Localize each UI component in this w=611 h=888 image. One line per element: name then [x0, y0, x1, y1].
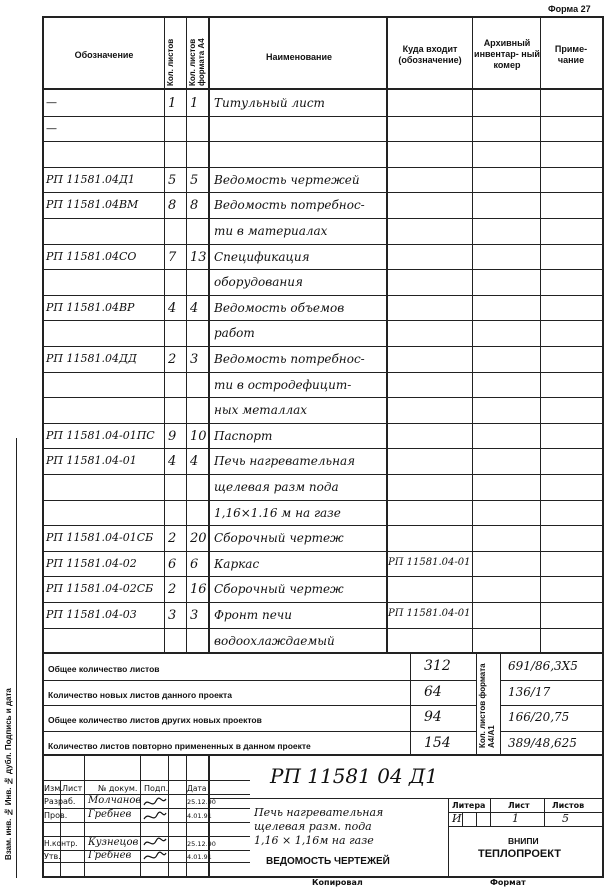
col-note-header: Приме- чание	[554, 44, 588, 65]
totals-a4-header: Кол. листов формата А4/А1	[478, 663, 496, 748]
tb-r-razrab: Разраб.	[44, 797, 76, 806]
tb-h-list: Лист	[62, 784, 83, 793]
tb-d-razrab: 25.12.90	[187, 798, 216, 806]
sheets-label: Листов	[552, 801, 585, 810]
org-line-2: ТЕПЛОПРОЕКТ	[478, 848, 561, 860]
totals-value: 312	[424, 658, 451, 674]
row-code: —	[46, 96, 57, 109]
frame-left	[42, 16, 44, 878]
row-sheet-count-a4: 5	[190, 173, 199, 188]
frame-right	[602, 16, 604, 878]
row-name: Печь нагревательная	[214, 454, 356, 468]
totals-value: 64	[424, 684, 442, 700]
row-sheet-count-a4: 1	[190, 96, 199, 111]
signatures	[142, 795, 168, 865]
row-name: Сборочный чертеж	[214, 531, 344, 545]
footer-format: Формат	[490, 878, 526, 887]
row-sheet-count-a4: 6	[190, 557, 199, 572]
doc-description-3: 1,16 × 1,16м на газе	[254, 834, 374, 847]
footer-copied: Копировал	[312, 878, 363, 887]
org-line-1: ВНИПИ	[508, 836, 539, 846]
row-sheet-count: 2	[168, 352, 177, 367]
row-sheet-count: 5	[168, 173, 177, 188]
doc-description-2: щелевая разм. пода	[254, 820, 372, 833]
tb-n-prov: Гребнев	[88, 809, 132, 820]
tb-r-utv: Утв.	[44, 852, 61, 861]
row-where: РП 11581.04-01	[388, 608, 471, 619]
row-name: ти в остродефицит-	[214, 378, 352, 392]
tb-h-izm: Изм.	[44, 784, 63, 793]
tb-h-sign: Подп.	[144, 784, 169, 793]
row-name: Паспорт	[214, 429, 273, 443]
col-where-header: Куда входит (обозначение)	[398, 44, 462, 65]
tb-n-razrab: Молчанов	[88, 795, 142, 806]
row-name: Титульный лист	[214, 96, 325, 110]
row-name: оборудования	[214, 275, 303, 289]
col-designation-header: Обозначение	[74, 50, 134, 60]
doc-title: ВЕДОМОСТЬ ЧЕРТЕЖЕЙ	[266, 856, 390, 867]
col-sheet-count-header: Кол. листов	[166, 38, 175, 86]
totals-label: Количество новых листов данного проекта	[48, 690, 232, 700]
doc-code: РП 11581 04 Д1	[270, 764, 439, 788]
totals-a4-value: 136/17	[508, 685, 551, 699]
sheets-value: 5	[562, 812, 569, 825]
row-name: ти в материалах	[214, 224, 328, 238]
totals-a4-value: 691/86,3Х5	[508, 659, 578, 673]
frame-top	[42, 16, 604, 18]
row-sheet-count-a4: 8	[190, 198, 199, 213]
totals-a4-value: 166/20,75	[508, 710, 570, 724]
row-code: РП 11581.04-02	[46, 557, 137, 570]
row-code: РП 11581.04ВР	[46, 301, 135, 314]
row-name: Ведомость потребнос-	[214, 198, 365, 212]
row-name: щелевая разм пода	[214, 480, 339, 494]
row-sheet-count: 4	[168, 301, 177, 316]
row-sheet-count: 6	[168, 557, 177, 572]
row-sheet-count: 9	[168, 429, 177, 444]
row-code: —	[46, 122, 57, 135]
row-name: Каркас	[214, 557, 260, 571]
sheet-value: 1	[512, 812, 519, 825]
tb-d-utv: 4.01.91	[187, 853, 212, 861]
tb-n-utv: Гребнев	[88, 850, 132, 861]
row-name: работ	[214, 326, 255, 340]
row-name: Ведомость потребнос-	[214, 352, 365, 366]
row-name: Фронт печи	[214, 608, 292, 622]
row-code: РП 11581.04СО	[46, 250, 137, 263]
row-sheet-count: 3	[168, 608, 177, 623]
row-name: Ведомость объемов	[214, 301, 345, 315]
litera-value: И	[452, 812, 462, 825]
row-name: ных металлах	[214, 403, 308, 417]
row-code: РП 11581.04Д1	[46, 173, 135, 186]
totals-label: Общее количество листов других новых проектов	[48, 715, 262, 725]
row-sheet-count-a4: 16	[190, 582, 207, 597]
col-archive-header: Архивный инвентар- ный комер	[474, 38, 540, 70]
litera-label: Литера	[452, 801, 486, 810]
row-code: РП 11581.04-01СБ	[46, 531, 154, 544]
totals-label: Количество листов повторно примененных в данном проекте	[48, 741, 311, 751]
row-sheet-count-a4: 4	[190, 301, 199, 316]
form-label: Форма 27	[548, 4, 591, 14]
row-sheet-count: 8	[168, 198, 177, 213]
row-name: Сборочный чертеж	[214, 582, 344, 596]
totals-a4-value: 389/48,625	[508, 736, 577, 750]
doc-description-1: Печь нагревательная	[254, 806, 384, 819]
row-name: Спецификация	[214, 250, 310, 264]
row-name: водоохлаждаемый	[214, 634, 335, 648]
row-sheet-count: 2	[168, 531, 177, 546]
totals-value: 154	[424, 735, 451, 751]
totals-label: Общее количество листов	[48, 664, 160, 674]
row-code: РП 11581.04-01	[46, 454, 137, 467]
row-sheet-count-a4: 13	[190, 250, 207, 265]
row-code: РП 11581.04ВМ	[46, 198, 139, 211]
tb-h-date: Дата	[187, 784, 207, 793]
totals-value: 94	[424, 709, 442, 725]
tb-h-doc: № докум.	[98, 784, 138, 793]
row-code: РП 11581.04-02СБ	[46, 582, 154, 595]
col-name-header: Наименование	[265, 52, 333, 62]
row-sheet-count-a4: 10	[190, 429, 207, 444]
row-sheet-count-a4: 3	[190, 608, 199, 623]
row-sheet-count: 4	[168, 454, 177, 469]
row-code: РП 11581.04-03	[46, 608, 137, 621]
row-sheet-count: 2	[168, 582, 177, 597]
row-code: РП 11581.04-01ПС	[46, 429, 155, 442]
margin-stamp-text: Взам. инв. № Инв. № дубл. Подпись и дата	[4, 688, 13, 860]
tb-d-prov: 4.01.91	[187, 812, 212, 820]
row-name: 1,16×1.16 м на газе	[214, 506, 341, 520]
row-sheet-count: 1	[168, 96, 177, 111]
tb-r-nkontr: Н.контр.	[44, 839, 78, 848]
tb-n-nkontr: Кузнецов	[88, 837, 139, 848]
row-name: Ведомость чертежей	[214, 173, 360, 187]
row-sheet-count-a4: 3	[190, 352, 199, 367]
sheet-label: Лист	[508, 801, 530, 810]
col-sheet-count-a4-header: Кол. листов формата А4	[188, 38, 206, 86]
tb-d-nkontr: 25.12.90	[187, 840, 216, 848]
row-sheet-count: 7	[168, 250, 177, 265]
row-sheet-count-a4: 20	[190, 531, 207, 546]
tb-r-prov: Пров.	[44, 811, 68, 820]
row-code: РП 11581.04ДД	[46, 352, 137, 365]
row-where: РП 11581.04-01	[388, 557, 471, 568]
row-sheet-count-a4: 4	[190, 454, 199, 469]
